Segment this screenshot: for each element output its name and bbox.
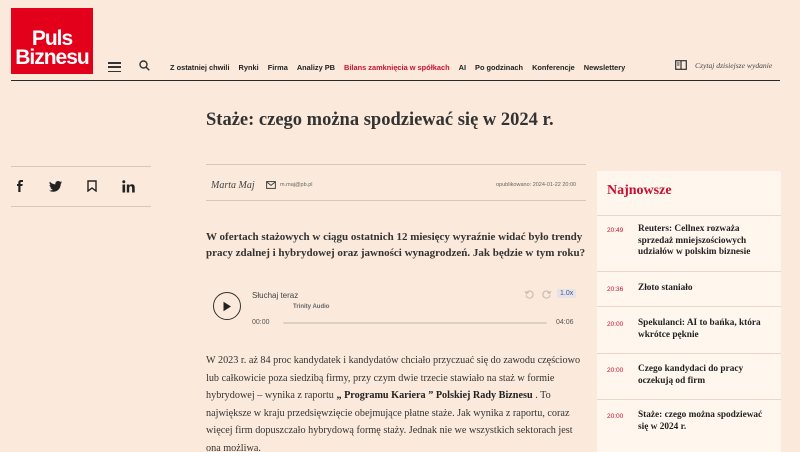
- nav-item-konferencje[interactable]: Konferencje: [532, 63, 575, 72]
- nav-item-po-godzinach[interactable]: Po godzinach: [475, 63, 524, 72]
- article-title: Staże: czego można spodziewać się w 2024 r.: [206, 110, 554, 130]
- list-item[interactable]: [597, 399, 781, 432]
- skip-forward-icon[interactable]: [541, 289, 552, 300]
- body-text-part-2: . To największe w kraju przedsięwzięcie obejmujące płatne staże. Jak wynika z raportu, coraz więcej firm dopuszczało hybrydową formę staży. Jednak nie we wszystkich sektorach jest ona możliwa.: [206, 390, 573, 452]
- news-headline[interactable]: Złoto staniało: [638, 283, 693, 293]
- news-time: 20:49: [607, 227, 624, 234]
- sidebar-title: Najnowsze: [607, 183, 672, 198]
- share-divider-bottom: [11, 206, 151, 207]
- audio-duration: 04:06: [556, 319, 574, 326]
- nav-item-ai[interactable]: AI: [458, 63, 467, 72]
- list-item[interactable]: [597, 306, 781, 340]
- list-item[interactable]: [597, 271, 781, 293]
- newspaper-icon: [675, 60, 687, 70]
- meta-divider: [206, 200, 586, 201]
- nav-item-z-ostatniej-chwili[interactable]: Z ostatniej chwili: [170, 63, 230, 72]
- nav-item-newslettery[interactable]: Newslettery: [583, 63, 626, 72]
- play-icon: [222, 301, 232, 312]
- nav-item-bilans-zamkniecia[interactable]: Bilans zamknięcia w spółkach: [344, 63, 450, 72]
- linkedin-icon[interactable]: [120, 178, 136, 194]
- read-today-label: Czytaj dzisiejsze wydanie: [695, 60, 773, 70]
- news-time: 20:00: [607, 413, 624, 420]
- news-headline[interactable]: Spekulanci: AI to bańka, która wkrótce pęknie: [638, 318, 761, 340]
- playback-speed-button[interactable]: 1.0x: [557, 289, 576, 298]
- list-item[interactable]: [597, 353, 781, 386]
- twitter-icon[interactable]: [47, 178, 63, 194]
- audio-provider: Trinity Audio: [293, 304, 330, 310]
- nav-item-firma[interactable]: Firma: [267, 63, 288, 72]
- share-divider-top: [11, 166, 151, 167]
- article-body: [206, 352, 586, 452]
- mail-icon[interactable]: [266, 181, 276, 189]
- hamburger-icon[interactable]: [108, 62, 121, 72]
- author-name[interactable]: Marta Maj: [211, 180, 255, 191]
- audio-progress-bar[interactable]: [283, 322, 547, 324]
- title-divider: [206, 164, 586, 165]
- read-today-link[interactable]: [675, 60, 772, 70]
- audio-listen-label: Słuchaj teraz: [252, 291, 299, 300]
- nav-item-rynki[interactable]: Rynki: [238, 63, 259, 72]
- search-icon[interactable]: [139, 60, 150, 71]
- news-headline[interactable]: Reuters: Cellnex rozważa sprzedaż mniejszościowych udziałów w polskim biznesie: [638, 224, 751, 257]
- news-headline[interactable]: Staże: czego można spodziewać się w 2024 r.: [638, 410, 763, 432]
- latest-news-sidebar: [597, 171, 781, 452]
- skip-back-icon[interactable]: [524, 289, 535, 300]
- author-email[interactable]: m.maj@pb.pl: [280, 182, 313, 188]
- logo-line-1: Puls: [31, 27, 73, 51]
- facebook-icon[interactable]: [12, 178, 28, 194]
- logo-line-2: Biznesu: [15, 46, 89, 69]
- news-time: 20:36: [607, 286, 624, 293]
- news-time: 20:00: [607, 321, 624, 328]
- list-item[interactable]: [597, 215, 781, 257]
- news-time: 20:00: [607, 367, 624, 374]
- article-lead: W ofertach stażowych w ciągu ostatnich 12 miesięcy wyraźnie widać było trendy pracy zdalnej i hybrydowej oraz jawności wynagrodzeń. Jak będzie w tym roku?: [206, 231, 586, 259]
- main-nav: [170, 63, 634, 72]
- publish-date: opublikowano: 2024-01-22 20:00: [496, 182, 577, 188]
- logo[interactable]: [11, 8, 93, 74]
- news-headline[interactable]: Czego kandydaci do pracy oczekują od firm: [638, 364, 744, 386]
- audio-current-time: 00:00: [252, 319, 270, 326]
- header-divider: [11, 80, 780, 81]
- body-text-part-1: W 2023 r. aż 84 proc kandydatek i kandydatów chciało przyczuać się do zawodu częściowo lub całkowicie poza siedzibą firmy, przy czym dwie trzecie stawiało na staż w formie hybrydowej – wynika z raportu: [206, 355, 581, 401]
- play-button[interactable]: [213, 292, 241, 320]
- programu-kariera-link[interactable]: „ Programu Kariera ” Polskiej Rady Biznesu: [336, 390, 533, 401]
- nav-item-analizy-pb[interactable]: Analizy PB: [296, 63, 336, 72]
- bookmark-icon[interactable]: [84, 178, 100, 194]
